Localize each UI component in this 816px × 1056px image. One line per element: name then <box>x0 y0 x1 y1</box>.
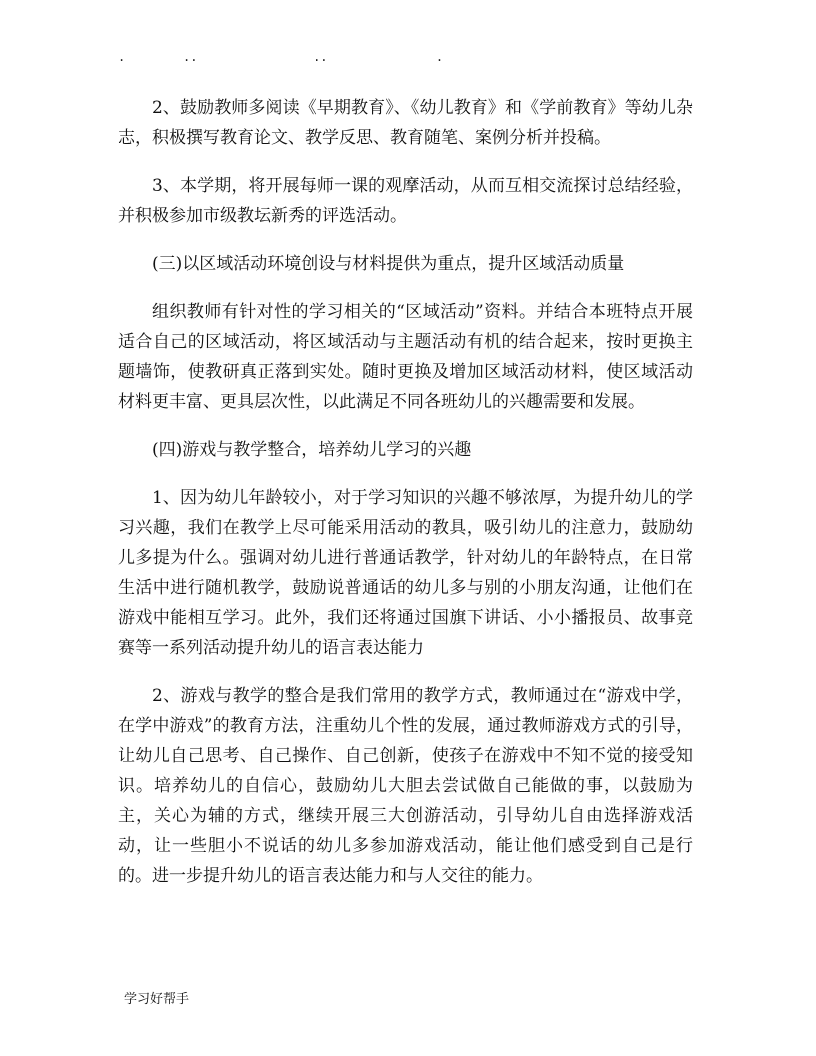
paragraph-reading-encouragement: 2、鼓励教师多阅读《早期教育》、《幼儿教育》和《学前教育》等幼儿杂志，积极撰写教育论文、教学反思、教育随笔、案例分析并投稿。 <box>118 98 693 148</box>
document-body <box>118 93 693 909</box>
header-dots: . .. .. . <box>118 50 444 64</box>
paragraph-game-teaching: 2、游戏与教学的整合是我们常用的教学方式，教师通过在“游戏中学，在学中游戏”的教育方法，注重幼儿个性的发展，通过教师游戏方式的引导，让幼儿自己思考、自己操作、自己创新，使孩子在游戏中不知不觉的接受知识。培养幼儿的自信心，鼓励幼儿大胆去尝试做自己能做的事，以鼓励为主，关心为辅的方式，继续开展三大创游活动，引导幼儿自由选择游戏活动，让一些胆小不说话的幼儿多参加游戏活动，能让他们感受到自己是行的。进一步提升幼儿的语言表达能力和与人交往的能力。 <box>118 686 693 886</box>
paragraph-observation-activity: 3、本学期，将开展每师一课的观摩活动，从而互相交流探讨总结经验，并积极参加市级教坛新秀的评选活动。 <box>118 176 693 226</box>
section-heading-4: (四)游戏与教学整合，培养幼儿学习的兴趣 <box>152 440 472 460</box>
paragraph-area-activities: 组织教师有针对性的学习相关的“区域活动”资料。并结合本班特点开展适合自己的区域活动，将区域活动与主题活动有机的结合起来，按时更换主题墙饰，使教研真正落到实处。随时更换及增加区域活动材料，使区域活动材料更丰富、更具层次性，以此满足不同各班幼儿的兴趣需要和发展。 <box>118 302 693 412</box>
paragraph-learning-interest: 1、因为幼儿年龄较小，对于学习知识的兴趣不够浓厚，为提升幼儿的学习兴趣，我们在教学上尽可能采用活动的教具，吸引幼儿的注意力，鼓励幼儿多提为什么。强调对幼儿进行普通话教学，针对幼儿的年龄特点，在日常生活中进行随机教学，鼓励说普通话的幼儿多与别的小朋友沟通，让他们在游戏中能相互学习。此外，我们还将通过国旗下讲话、小小播报员、故事竞赛等一系列活动提升幼儿的语言表达能力 <box>118 488 693 658</box>
section-heading-3: (三)以区域活动环境创设与材料提供为重点，提升区域活动质量 <box>152 254 625 274</box>
footer-label: 学习好帮手 <box>124 992 190 1007</box>
